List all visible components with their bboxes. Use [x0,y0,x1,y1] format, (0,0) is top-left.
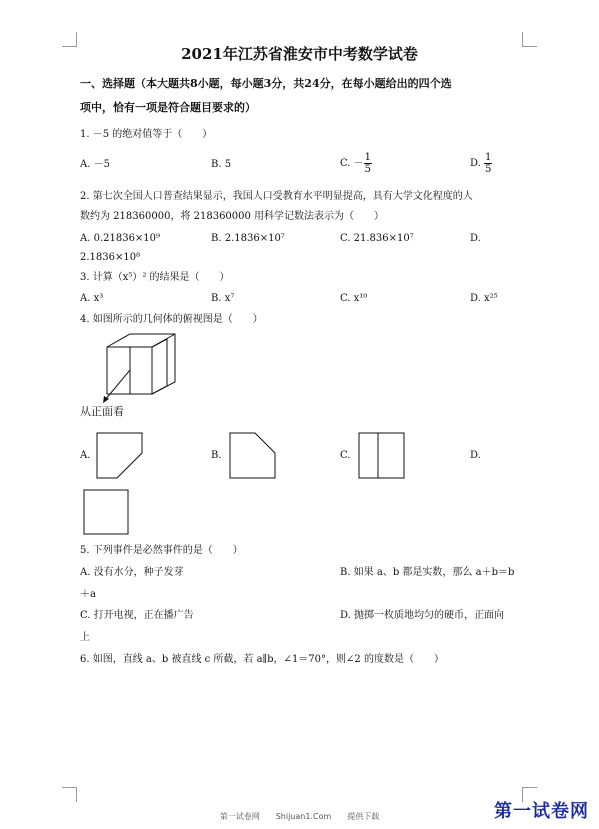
q4-option-c: C. [340,450,351,461]
q4-option-a: A. [80,450,91,461]
q5-option-b-line2: ＋a [80,589,96,600]
q2-option-c: C. 21.836×10⁷ [340,233,414,244]
q3-stem: 3. 计算（x⁵）² 的结果是（ ） [80,272,230,283]
q5-option-a: A. 没有水分，种子发芽 [80,567,184,578]
q4-solid-figure [95,330,180,410]
q2-option-d-continued: 2.1836×10⁸ [80,252,141,263]
q4-option-b-shape [230,433,276,479]
section-heading-line2: 项中，恰有一项是符合题目要求的） [80,101,256,114]
q1-option-d [470,151,492,177]
q3-option-b: B. x⁷ [211,293,235,304]
q5-option-d-line1: D. 抛掷一枚质地均匀的硬币，正面向 [340,610,505,621]
q1-option-c-numerator: 1 [364,152,372,163]
q5-option-d-line2: 上 [80,632,90,643]
q1-stem: 1. －5 的绝对值等于（ ） [80,129,213,140]
q1-option-d-numerator: 1 [485,152,492,163]
q2-stem-line2: 数约为 218360000，将 218360000 用科学记数法表示为（ ） [80,211,385,222]
q3-option-d: D. x²⁵ [470,293,498,304]
q1-option-b: B. 5 [211,159,232,170]
q4-stem: 4. 如图所示的几何体的俯视图是（ ） [80,314,263,325]
q5-option-c: C. 打开电视，正在播广告 [80,610,194,621]
q5-stem: 5. 下列事件是必然事件的是（ ） [80,545,243,556]
q4-option-a-shape [97,433,143,479]
q2-option-b: B. 2.1836×10⁷ [211,233,285,244]
q5-option-b-line1: B. 如果 a、b 都是实数，那么 a＋b＝b [340,567,515,578]
q1-option-d-fraction [484,152,492,175]
q1-option-c [340,151,372,177]
q1-option-c-fraction [364,152,372,175]
site-brand-logo: 第一试卷网 [494,801,589,822]
q4-option-d: D. [470,450,481,461]
crop-mark-bottom-left [62,787,77,802]
q3-option-c: C. x¹⁰ [340,293,368,304]
q4-option-d-shape [84,490,130,536]
q3-option-a: A. x³ [80,293,104,304]
page-title: 2021年江苏省淮安市中考数学试卷 [181,45,418,63]
q1-option-c-prefix: C. － [340,158,364,169]
q4-option-c-shape [359,433,405,479]
page-footer: 第一试卷网 Shijuan1.Com 提供下载 [219,812,380,821]
q2-stem-line1: 2. 第七次全国人口普查结果显示，我国人口受教育水平明显提高，具有大学文化程度的人 [80,191,473,202]
q1-option-d-denominator: 5 [485,164,492,175]
q4-option-b: B. [211,450,222,461]
q2-option-a: A. 0.21836×10⁹ [80,233,161,244]
q4-front-view-label: 从正面看 [80,405,124,418]
section-heading-line1: 一、选择题（本大题共8小题，每小题3分，共24分，在每小题给出的四个选 [80,77,452,90]
q1-option-c-denominator: 5 [364,164,372,175]
q6-stem: 6. 如图，直线 a、b 被直线 c 所截，若 a∥b，∠1＝70°，则∠2 的度数是（ ） [80,654,444,665]
q1-option-d-prefix: D. [470,158,481,169]
q2-option-d: D. [470,233,481,244]
q1-option-a: A. －5 [80,159,110,170]
